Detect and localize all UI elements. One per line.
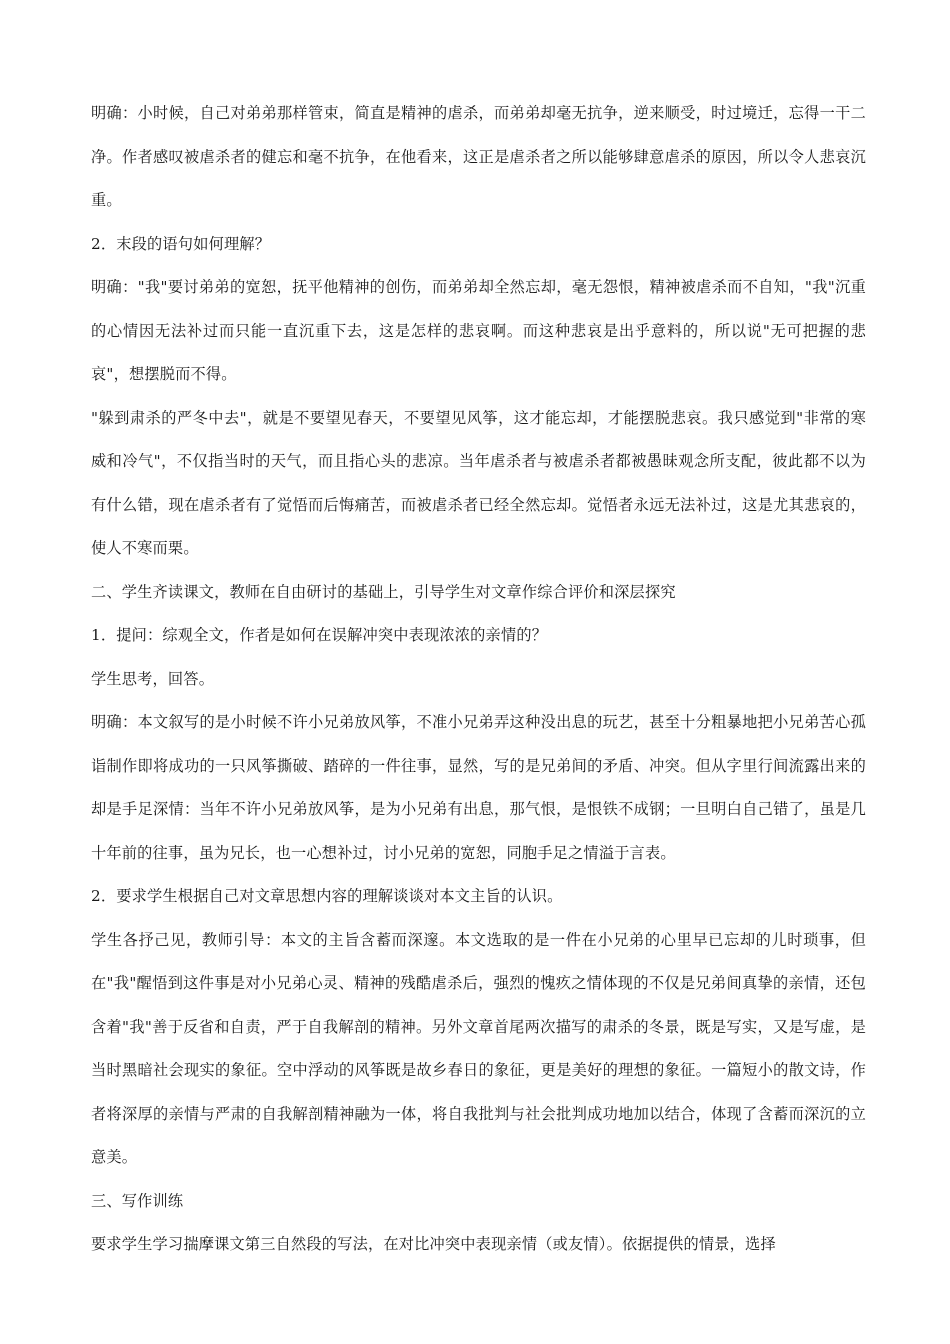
paragraph-question-s2-1: 1．提问：综观全文，作者是如何在误解冲突中表现浓浓的亲情的？ bbox=[91, 626, 548, 644]
document-page bbox=[91, 92, 866, 1267]
paragraph-answer-s2-2: 学生各抒己见，教师引导：本文的主旨含蓄而深邃。本文选取的是一件在小兄弟的心里早已忘却的儿时琐事，但在"我"醒悟到这件事是对小兄弟心灵、精神的残酷虐杀后，强烈的愧疚之情体现的不仅是兄弟间真挚的亲情，还包含着"我"善于反省和自责，严于自我解剖的精神。另外文章首尾两次描写的肃杀的冬景，既是写实，又是写虚，是当时黑暗社会现实的象征。空中浮动的风筝既是故乡春日的象征，更是美好的理想的象征。一篇短小的散文诗，作者将深厚的亲情与严肃的自我解剖精神融为一体，将自我批判与社会批判成功地加以结合，体现了含蓄而深沉的立意美。 bbox=[91, 930, 866, 1166]
paragraph-answer-1: 明确：小时候，自己对弟弟那样管束，简直是精神的虐杀，而弟弟却毫无抗争，逆来顺受，时过境迁，忘得一干二净。作者感叹被虐杀者的健忘和毫不抗争，在他看来，这正是虐杀者之所以能够肆意虐杀的原因，所以令人悲哀沉重。 bbox=[91, 104, 866, 209]
paragraph-student-think: 学生思考，回答。 bbox=[91, 669, 215, 688]
paragraph-answer-s2-1: 明确：本文叙写的是小时候不许小兄弟放风筝，不准小兄弟弄这种没出息的玩艺，甚至十分粗暴地把小兄弟苦心孤诣制作即将成功的一只风筝撕破、踏碎的一件往事，显然，写的是兄弟间的矛盾、冲突。但从字里行间流露出来的却是手足深情：当年不许小兄弟放风筝，是为小兄弟有出息，那气恨，是恨铁不成钢；一旦明白自己错了，虽是几十年前的往事，虽为兄长，也一心想补过，讨小兄弟的宽恕，同胞手足之情溢于言表。 bbox=[91, 713, 866, 862]
section-heading-2: 二、学生齐读课文，教师在自由研讨的基础上，引导学生对文章作综合评价和深层探究 bbox=[91, 582, 676, 601]
paragraph-writing-task: 要求学生学习揣摩课文第三自然段的写法，在对比冲突中表现亲情（或友情）。依据提供的情景，选择 bbox=[91, 1235, 776, 1253]
paragraph-question-2: 2．末段的语句如何理解？ bbox=[91, 234, 271, 253]
paragraph-explanation: "躲到肃杀的严冬中去"，就是不要望见春天，不要望见风筝，这才能忘却，才能摆脱悲哀。我只感觉到"非常的寒威和冷气"，不仅指当时的天气，而且指心头的悲凉。当年虐杀者与被虐杀者都被愚昧观念所支配，彼此都不以为有什么错，现在虐杀者有了觉悟而后悔痛苦，而被虐杀者已经全然忘却。觉悟者永远无法补过，这是尤其悲哀的，使人不寒而栗。 bbox=[91, 408, 866, 557]
section-heading-3: 三、写作训练 bbox=[91, 1191, 184, 1210]
paragraph-question-s2-2: 2．要求学生根据自己对文章思想内容的理解谈谈对本文主旨的认识。 bbox=[91, 887, 563, 905]
paragraph-answer-2: 明确："我"要讨弟弟的宽恕，抚平他精神的创伤，而弟弟却全然忘却，毫无怨恨，精神被虐杀而不自知，"我"沉重的心情因无法补过而只能一直沉重下去，这是怎样的悲哀啊。而这种悲哀是出乎意料的，所以说"无可把握的悲哀"，想摆脱而不得。 bbox=[91, 278, 866, 383]
